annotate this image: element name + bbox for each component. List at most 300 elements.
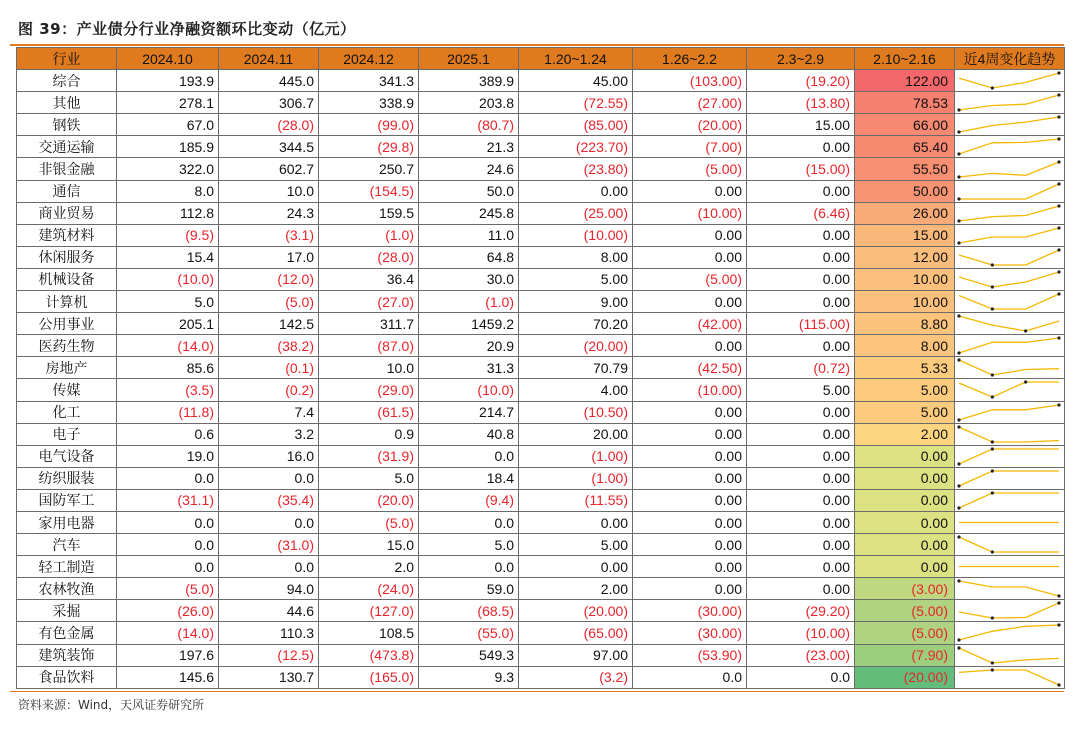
value-cell: (20.00) [633,114,747,136]
sparkline-point [991,440,994,443]
sparkline-point [1057,226,1060,229]
value-cell: 0.00 [633,578,747,600]
trend-sparkline [955,622,1063,643]
value-cell: (35.4) [219,489,319,511]
value-cell: 0.00 [633,423,747,445]
latest-week-cell: 0.00 [855,489,955,511]
industry-cell: 建筑装饰 [17,644,117,666]
table-row [17,578,1065,600]
value-cell: 306.7 [219,92,319,114]
trend-sparkline [955,600,1063,621]
value-cell: 341.3 [319,70,419,92]
value-cell: 44.6 [219,600,319,622]
trend-sparkline-cell [955,313,1065,335]
value-cell: (10.00) [633,202,747,224]
sparkline-point [957,109,960,112]
value-cell: 16.0 [219,445,319,467]
trend-sparkline [955,114,1063,135]
trend-sparkline [955,92,1063,113]
trend-sparkline-cell [955,622,1065,644]
value-cell: (3.2) [519,666,633,688]
sparkline-path [959,625,1059,640]
value-cell: 0.00 [633,335,747,357]
latest-week-cell: 10.00 [855,291,955,313]
value-cell: 85.6 [117,357,219,379]
trend-sparkline-cell [955,180,1065,202]
value-cell: 11.0 [419,224,519,246]
value-cell: 0.00 [519,180,633,202]
value-cell: 0.00 [633,291,747,313]
value-cell: 50.0 [419,180,519,202]
value-cell: 0.0 [117,511,219,533]
value-cell: 205.1 [117,313,219,335]
trend-sparkline-cell [955,357,1065,379]
value-cell: 0.00 [519,556,633,578]
table-row [17,357,1065,379]
value-cell: (0.72) [747,357,855,379]
value-cell: (11.55) [519,489,633,511]
table-row [17,534,1065,556]
value-cell: (42.00) [633,313,747,335]
industry-cell: 其他 [17,92,117,114]
value-cell: (87.0) [319,335,419,357]
industry-cell: 化工 [17,401,117,423]
sparkline-point [991,307,994,310]
value-cell: 18.4 [419,467,519,489]
value-cell: 110.3 [219,622,319,644]
industry-financing-table [16,47,1065,689]
trend-sparkline [955,136,1063,157]
source-note: 资料来源：Wind，天风证券研究所 [18,698,205,712]
value-cell: 0.00 [747,489,855,511]
value-cell: 19.0 [117,445,219,467]
value-cell: 0.00 [633,401,747,423]
table-body [17,70,1065,689]
latest-week-cell: 10.00 [855,268,955,290]
table-row [17,158,1065,180]
industry-cell: 商业贸易 [17,202,117,224]
col-header-industry: 行业 [17,48,117,70]
value-cell: (65.00) [519,622,633,644]
value-cell: 0.00 [747,467,855,489]
trend-sparkline-cell [955,70,1065,92]
sparkline-path [959,360,1059,375]
table-row [17,291,1065,313]
latest-week-cell: 5.00 [855,401,955,423]
sparkline-path [959,294,1059,309]
value-cell: 20.9 [419,335,519,357]
sparkline-point [1057,683,1060,686]
latest-week-cell: 78.53 [855,92,955,114]
value-cell: (103.00) [633,70,747,92]
value-cell: 0.0 [219,511,319,533]
value-cell: 5.00 [519,534,633,556]
trend-sparkline-cell [955,401,1065,423]
value-cell: 549.3 [419,644,519,666]
value-cell: 2.00 [519,578,633,600]
value-cell: 185.9 [117,136,219,158]
value-cell: (223.70) [519,136,633,158]
latest-week-cell: (20.00) [855,666,955,688]
latest-week-cell: 2.00 [855,423,955,445]
value-cell: 142.5 [219,313,319,335]
sparkline-point [1057,595,1060,598]
value-cell: 0.0 [419,511,519,533]
sparkline-path [959,184,1059,199]
value-cell: 0.00 [633,467,747,489]
value-cell: 108.5 [319,622,419,644]
value-cell: 0.0 [747,666,855,688]
industry-cell: 建筑材料 [17,224,117,246]
value-cell: (473.8) [319,644,419,666]
value-cell: 445.0 [219,70,319,92]
value-cell: (99.0) [319,114,419,136]
industry-cell: 计算机 [17,291,117,313]
value-cell: (29.8) [319,136,419,158]
sparkline-path [959,250,1059,265]
value-cell: 0.00 [633,445,747,467]
sparkline-path [959,648,1059,663]
table-row [17,136,1065,158]
sparkline-point [957,425,960,428]
trend-sparkline-cell [955,600,1065,622]
trend-sparkline [955,512,1063,533]
value-cell: 0.0 [419,445,519,467]
value-cell: 0.00 [747,511,855,533]
value-cell: (14.0) [117,335,219,357]
value-cell: 0.00 [747,224,855,246]
trend-sparkline [955,446,1063,467]
trend-sparkline [955,181,1063,202]
sparkline-point [991,285,994,288]
latest-week-cell: 8.00 [855,335,955,357]
trend-sparkline-cell [955,291,1065,313]
value-cell: (115.00) [747,313,855,335]
col-header-week-3: 2.3~2.9 [747,48,855,70]
value-cell: 278.1 [117,92,219,114]
table-row [17,401,1065,423]
value-cell: 15.0 [319,534,419,556]
value-cell: (15.00) [747,158,855,180]
value-cell: 21.3 [419,136,519,158]
value-cell: (31.0) [219,534,319,556]
latest-week-cell: (5.00) [855,600,955,622]
value-cell: 0.0 [117,534,219,556]
value-cell: (25.00) [519,202,633,224]
value-cell: 0.0 [117,556,219,578]
industry-cell: 房地产 [17,357,117,379]
table-row [17,246,1065,268]
value-cell: (5.0) [219,291,319,313]
value-cell: (31.9) [319,445,419,467]
value-cell: (1.00) [519,467,633,489]
industry-cell: 国防军工 [17,489,117,511]
value-cell: 64.8 [419,246,519,268]
trend-sparkline-cell [955,489,1065,511]
value-cell: (28.0) [219,114,319,136]
table-row [17,489,1065,511]
sparkline-path [959,228,1059,243]
value-cell: 0.6 [117,423,219,445]
value-cell: (5.00) [633,268,747,290]
industry-cell: 纺织服装 [17,467,117,489]
trend-sparkline-cell [955,224,1065,246]
sparkline-point [957,241,960,244]
sparkline-path [959,95,1059,110]
sparkline-point [991,617,994,620]
sparkline-point [991,87,994,90]
sparkline-point [991,263,994,266]
value-cell: (23.00) [747,644,855,666]
value-cell: 15.00 [747,114,855,136]
value-cell: 40.8 [419,423,519,445]
industry-cell: 机械设备 [17,268,117,290]
trend-sparkline [955,70,1063,91]
trend-sparkline [955,313,1063,334]
value-cell: (20.0) [319,489,419,511]
sparkline-point [991,447,994,450]
sparkline-path [959,471,1059,486]
industry-cell: 综合 [17,70,117,92]
table-row [17,556,1065,578]
trend-sparkline-cell [955,445,1065,467]
table-row [17,644,1065,666]
value-cell: 0.00 [747,180,855,202]
value-cell: (1.0) [419,291,519,313]
value-cell: 0.00 [633,224,747,246]
value-cell: 0.00 [747,335,855,357]
value-cell: 389.9 [419,70,519,92]
sparkline-point [1057,292,1060,295]
trend-sparkline [955,402,1063,423]
latest-week-cell: 65.40 [855,136,955,158]
value-cell: 0.00 [747,445,855,467]
value-cell: (68.5) [419,600,519,622]
value-cell: (0.1) [219,357,319,379]
sparkline-path [959,382,1059,397]
value-cell: 45.00 [519,70,633,92]
trend-sparkline [955,645,1063,666]
trend-sparkline-cell [955,534,1065,556]
value-cell: 17.0 [219,246,319,268]
value-cell: (3.5) [117,379,219,401]
latest-week-cell: 0.00 [855,445,955,467]
sparkline-point [1057,182,1060,185]
value-cell: (10.00) [633,379,747,401]
value-cell: 8.0 [117,180,219,202]
value-cell: 24.3 [219,202,319,224]
value-cell: 322.0 [117,158,219,180]
sparkline-point [957,219,960,222]
sparkline-path [959,449,1059,464]
sparkline-path [959,316,1059,331]
value-cell: 4.00 [519,379,633,401]
value-cell: 338.9 [319,92,419,114]
latest-week-cell: 55.50 [855,158,955,180]
sparkline-point [1057,94,1060,97]
value-cell: (5.0) [117,578,219,600]
value-cell: 112.8 [117,202,219,224]
value-cell: (85.00) [519,114,633,136]
value-cell: (27.00) [633,92,747,114]
table-row [17,180,1065,202]
value-cell: (31.1) [117,489,219,511]
table-header-row [17,48,1065,70]
latest-week-cell: 0.00 [855,556,955,578]
table-row [17,114,1065,136]
col-header-2024-11: 2024.11 [219,48,319,70]
trend-sparkline [955,291,1063,312]
sparkline-point [957,352,960,355]
table-row [17,379,1065,401]
bottom-rule [10,691,1064,692]
trend-sparkline-cell [955,644,1065,666]
value-cell: 0.00 [747,423,855,445]
value-cell: (0.2) [219,379,319,401]
trend-sparkline [955,534,1063,555]
table-row [17,445,1065,467]
value-cell: (29.20) [747,600,855,622]
industry-cell: 食品饮料 [17,666,117,688]
sparkline-point [1057,116,1060,119]
trend-sparkline-cell [955,578,1065,600]
sparkline-point [957,359,960,362]
latest-week-cell: 0.00 [855,467,955,489]
sparkline-point [1057,403,1060,406]
sparkline-point [991,668,994,671]
sparkline-point [957,646,960,649]
value-cell: 0.00 [519,511,633,533]
value-cell: (11.8) [117,401,219,423]
value-cell: 1459.2 [419,313,519,335]
value-cell: (20.00) [519,600,633,622]
value-cell: 0.00 [747,556,855,578]
trend-sparkline-cell [955,136,1065,158]
latest-week-cell: 122.00 [855,70,955,92]
table-row [17,224,1065,246]
table-row [17,335,1065,357]
col-header-2024-10: 2024.10 [117,48,219,70]
sparkline-path [959,139,1059,154]
value-cell: (29.0) [319,379,419,401]
value-cell: 9.3 [419,666,519,688]
sparkline-path [959,272,1059,287]
trend-sparkline-cell [955,158,1065,180]
value-cell: 0.00 [633,180,747,202]
value-cell: 94.0 [219,578,319,600]
sparkline-point [1057,337,1060,340]
col-header-week-4: 2.10~2.16 [855,48,955,70]
value-cell: 602.7 [219,158,319,180]
trend-sparkline [955,556,1063,577]
sparkline-path [959,117,1059,132]
trend-sparkline-cell [955,666,1065,688]
value-cell: 5.0 [117,291,219,313]
industry-cell: 电气设备 [17,445,117,467]
sparkline-point [957,462,960,465]
sparkline-point [991,374,994,377]
sparkline-point [957,175,960,178]
sparkline-point [957,536,960,539]
value-cell: (1.00) [519,445,633,467]
trend-sparkline-cell [955,114,1065,136]
industry-cell: 采掘 [17,600,117,622]
value-cell: 5.0 [319,467,419,489]
value-cell: 0.00 [747,401,855,423]
value-cell: 3.2 [219,423,319,445]
value-cell: 8.00 [519,246,633,268]
value-cell: (5.00) [633,158,747,180]
value-cell: (3.1) [219,224,319,246]
table-row [17,467,1065,489]
sparkline-point [957,131,960,134]
industry-cell: 传媒 [17,379,117,401]
value-cell: 20.00 [519,423,633,445]
value-cell: (30.00) [633,600,747,622]
table-row [17,622,1065,644]
value-cell: (55.0) [419,622,519,644]
value-cell: (154.5) [319,180,419,202]
value-cell: 0.00 [747,246,855,268]
value-cell: 250.7 [319,158,419,180]
table-row [17,268,1065,290]
sparkline-point [991,551,994,554]
sparkline-point [957,153,960,156]
value-cell: (9.5) [117,224,219,246]
value-cell: (61.5) [319,401,419,423]
industry-cell: 轻工制造 [17,556,117,578]
table-row [17,423,1065,445]
value-cell: (12.0) [219,268,319,290]
latest-week-cell: 50.00 [855,180,955,202]
sparkline-point [1057,270,1060,273]
value-cell: 0.9 [319,423,419,445]
value-cell: 30.0 [419,268,519,290]
sparkline-point [1057,138,1060,141]
trend-sparkline [955,357,1063,378]
sparkline-path [959,338,1059,353]
trend-sparkline [955,424,1063,445]
trend-sparkline [955,225,1063,246]
table-row [17,511,1065,533]
sparkline-point [1057,204,1060,207]
industry-cell: 通信 [17,180,117,202]
value-cell: 67.0 [117,114,219,136]
col-header-week-1: 1.20~1.24 [519,48,633,70]
value-cell: 70.79 [519,357,633,379]
trend-sparkline-cell [955,556,1065,578]
sparkline-point [1057,160,1060,163]
trend-sparkline [955,667,1063,688]
value-cell: 15.4 [117,246,219,268]
trend-sparkline [955,468,1063,489]
table-row [17,666,1065,688]
industry-cell: 农林牧渔 [17,578,117,600]
value-cell: (5.0) [319,511,419,533]
table-row [17,70,1065,92]
value-cell: 5.0 [419,534,519,556]
value-cell: 5.00 [747,379,855,401]
sparkline-path [959,581,1059,596]
sparkline-point [1057,72,1060,75]
value-cell: (10.00) [747,622,855,644]
trend-sparkline [955,490,1063,511]
value-cell: (26.0) [117,600,219,622]
sparkline-path [959,427,1059,442]
trend-sparkline [955,379,1063,400]
industry-cell: 有色金属 [17,622,117,644]
value-cell: 0.00 [633,534,747,556]
